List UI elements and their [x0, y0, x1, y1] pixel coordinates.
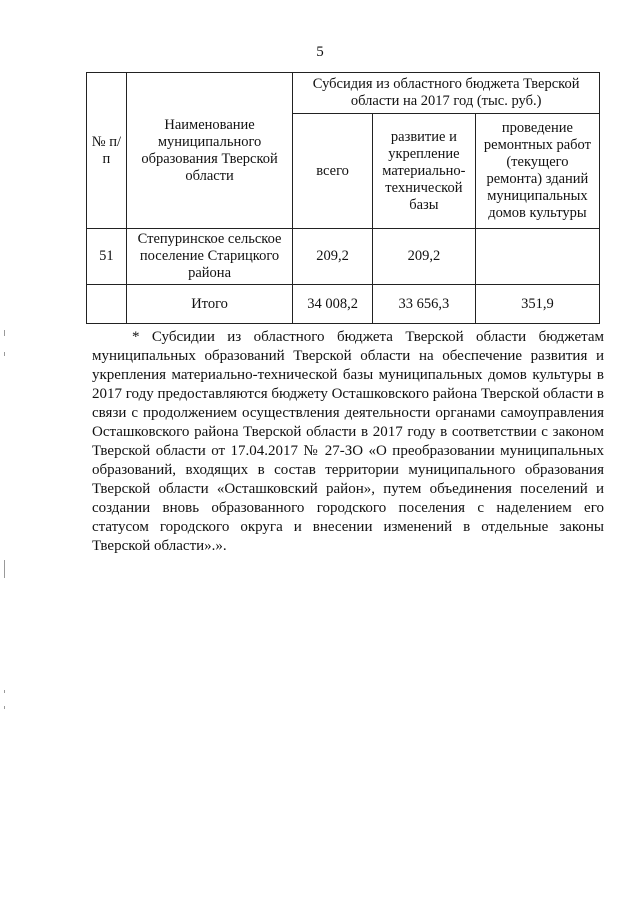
subsidy-table	[86, 72, 600, 324]
header-number: № п/п	[87, 73, 127, 229]
footnote-text: * Субсидии из областного бюджета Тверской области бюджетам муниципальных образований Тверской области на обеспечение развития и укрепления материально-технической базы муниципальных домов культуры в 2017 году предоставляются бюджету Осташковского района Тверской области в связи с продолжением осуществления деятельности органами самоуправления Осташковского района Тверской области в 2017 году в соответствии с законом Тверской области от 17.04.2017 № 27-ЗО «О преобразовании муниципальных образований, входящих в состав территории муниципального образования Тверской области «Осташковский район», путем объединения поселений и создании вновь образованного городского поселения с наделением его статусом городского округа и внесении изменений в отдельные законы Тверской области».».	[92, 329, 604, 554]
cell-development: 33 656,3	[372, 285, 475, 324]
header-total: всего	[293, 114, 373, 229]
page-number: 5	[316, 44, 324, 60]
table-header-row	[87, 73, 600, 114]
scan-mark	[4, 560, 5, 578]
header-repair: проведение ремонтных работ (текущего ремонта) зданий муниципальных домов культуры	[475, 114, 599, 229]
cell-total: 209,2	[293, 229, 373, 285]
cell-number	[87, 285, 127, 324]
cell-total: 34 008,2	[293, 285, 373, 324]
cell-name: Итого	[126, 285, 293, 324]
header-municipality-name: Наименование муниципального образования Тверской области	[126, 73, 293, 229]
header-development: развитие и укрепление материально-технической базы	[372, 114, 475, 229]
cell-repair: 351,9	[475, 285, 599, 324]
scan-mark	[4, 352, 5, 356]
cell-number: 51	[87, 229, 127, 285]
table-total-row	[87, 285, 600, 324]
cell-development: 209,2	[372, 229, 475, 285]
scan-mark	[4, 706, 5, 709]
scan-margin-marks	[4, 0, 8, 905]
scan-mark	[4, 330, 5, 336]
cell-repair	[475, 229, 599, 285]
table-row	[87, 229, 600, 285]
header-subsidy-group: Субсидия из областного бюджета Тверской области на 2017 год (тыс. руб.)	[293, 73, 600, 114]
scan-mark	[4, 690, 5, 693]
cell-name: Степуринское сельское поселение Старицкого района	[126, 229, 293, 285]
footnote	[92, 328, 604, 556]
